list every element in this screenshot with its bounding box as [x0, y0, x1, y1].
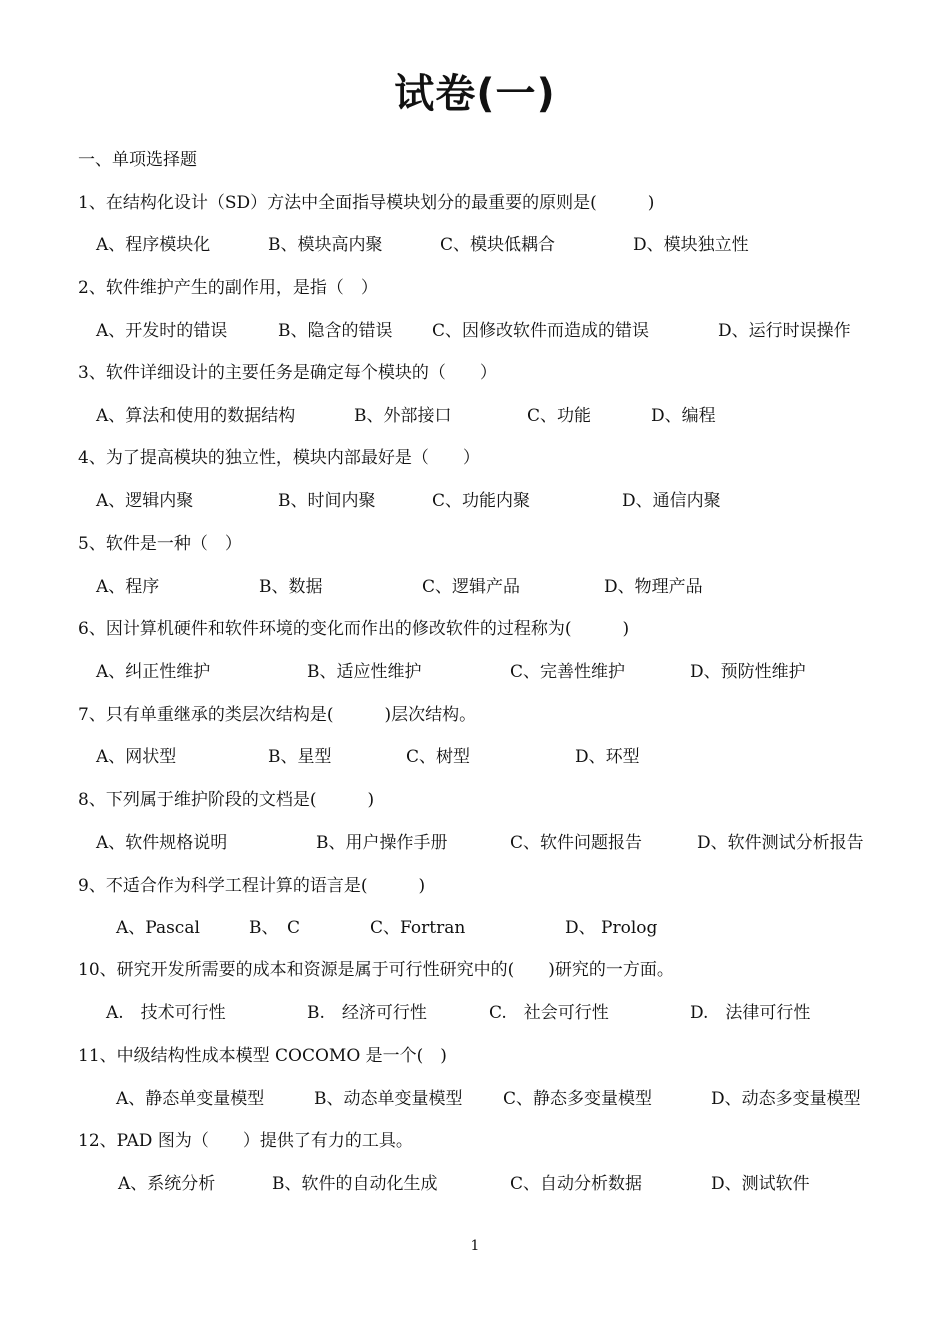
q5-option-c: C、逻辑产品: [422, 577, 521, 597]
q8-option-b: B、用户操作手册: [316, 833, 448, 853]
question-12: 12、PAD 图为（ ）提供了有力的工具。: [78, 1131, 413, 1151]
question-4: 4、为了提高模块的独立性，模块内部最好是（ ）: [78, 448, 480, 468]
q1-option-d: D、模块独立性: [633, 235, 749, 255]
question-7: 7、只有单重继承的类层次结构是( )层次结构。: [78, 705, 477, 725]
page-number: 1: [470, 1238, 480, 1254]
q4-option-c: C、功能内聚: [432, 491, 531, 511]
question-8: 8、下列属于维护阶段的文档是( ): [78, 790, 375, 810]
q2-option-a: A、开发时的错误: [96, 321, 228, 341]
q12-option-b: B、软件的自动化生成: [272, 1174, 438, 1194]
q12-option-d: D、测试软件: [711, 1174, 810, 1194]
q6-option-a: A、纠正性维护: [96, 662, 211, 682]
q9-option-c: C、Fortran: [370, 918, 466, 938]
q4-option-a: A、逻辑内聚: [96, 491, 194, 511]
q3-option-b: B、外部接口: [354, 406, 452, 426]
q7-option-b: B、星型: [268, 747, 332, 767]
q8-option-c: C、软件问题报告: [510, 833, 643, 853]
q4-option-d: D、通信内聚: [622, 491, 721, 511]
question-2: 2、软件维护产生的副作用，是指（ ）: [78, 278, 378, 298]
q3-option-c: C、功能: [527, 406, 592, 426]
question-10: 10、研究开发所需要的成本和资源是属于可行性研究中的( )研究的一方面。: [78, 960, 674, 980]
q2-option-c: C、因修改软件而造成的错误: [432, 321, 650, 341]
section-heading: 一、单项选择题: [78, 150, 197, 170]
q7-option-a: A、网状型: [96, 747, 177, 767]
q11-option-b: B、动态单变量模型: [314, 1089, 463, 1109]
q11-option-c: C、静态多变量模型: [503, 1089, 653, 1109]
q1-option-c: C、模块低耦合: [440, 235, 556, 255]
q1-option-a: A、程序模块化: [96, 235, 211, 255]
q10-option-b: B. 经济可行性: [307, 1003, 427, 1023]
q9-option-b: B、 C: [249, 918, 300, 938]
q9-option-d: D、 Prolog: [565, 918, 658, 938]
q12-option-a: A、系统分析: [118, 1174, 216, 1194]
q7-option-c: C、树型: [406, 747, 471, 767]
q11-option-a: A、静态单变量模型: [116, 1089, 265, 1109]
q1-option-b: B、模块高内聚: [268, 235, 383, 255]
q10-option-d: D. 法律可行性: [690, 1003, 811, 1023]
question-11: 11、中级结构性成本模型 COCOMO 是一个( ): [78, 1046, 447, 1066]
q5-option-a: A、程序: [96, 577, 160, 597]
q3-option-d: D、编程: [651, 406, 716, 426]
q12-option-c: C、自动分析数据: [510, 1174, 643, 1194]
q7-option-d: D、环型: [575, 747, 640, 767]
question-5: 5、软件是一种（ ）: [78, 534, 242, 554]
q6-option-c: C、完善性维护: [510, 662, 626, 682]
q6-option-d: D、预防性维护: [690, 662, 806, 682]
q11-option-d: D、动态多变量模型: [711, 1089, 861, 1109]
q2-option-d: D、运行时误操作: [718, 321, 851, 341]
q9-option-a: A、Pascal: [116, 918, 200, 938]
q5-option-d: D、物理产品: [604, 577, 703, 597]
q4-option-b: B、时间内聚: [278, 491, 376, 511]
question-1: 1、在结构化设计（SD）方法中全面指导模块划分的最重要的原则是( ): [78, 193, 655, 213]
question-3: 3、软件详细设计的主要任务是确定每个模块的（ ）: [78, 363, 497, 383]
question-9: 9、不适合作为科学工程计算的语言是( ): [78, 876, 426, 896]
q10-option-a: A. 技术可行性: [106, 1003, 226, 1023]
q8-option-d: D、软件测试分析报告: [697, 833, 864, 853]
q3-option-a: A、算法和使用的数据结构: [96, 406, 296, 426]
q8-option-a: A、软件规格说明: [96, 833, 228, 853]
question-6: 6、因计算机硬件和软件环境的变化而作出的修改软件的过程称为( ): [78, 619, 630, 639]
q5-option-b: B、数据: [259, 577, 323, 597]
q10-option-c: C. 社会可行性: [489, 1003, 609, 1023]
document-title: 试卷(一): [394, 71, 556, 117]
q2-option-b: B、隐含的错误: [278, 321, 393, 341]
q6-option-b: B、适应性维护: [307, 662, 422, 682]
